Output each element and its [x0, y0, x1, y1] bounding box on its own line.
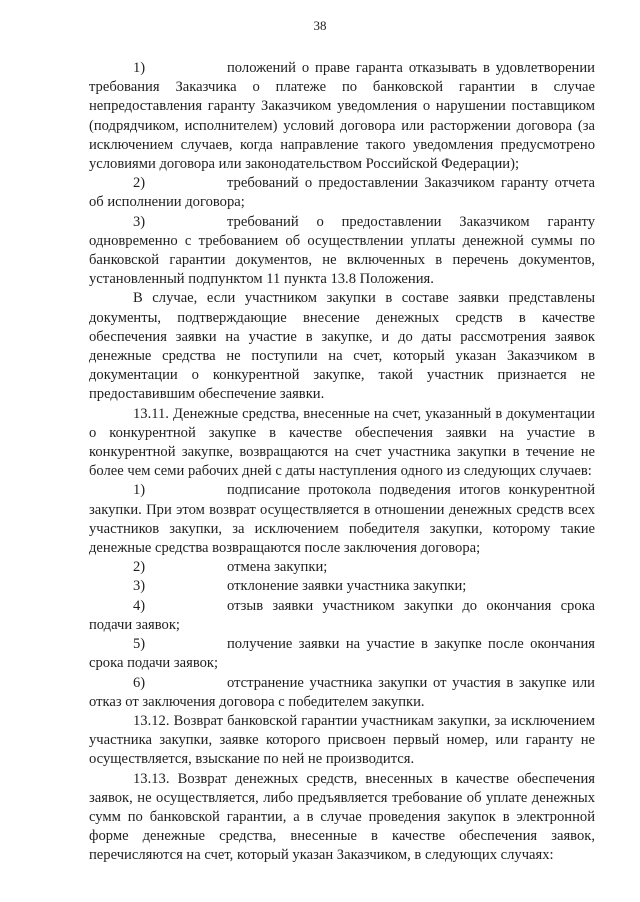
- list-item-text: отзыв заявки участником закупки до окончания срока подачи заявок;: [89, 597, 595, 633]
- list-number: 2): [133, 175, 146, 192]
- list-number: 6): [133, 674, 146, 691]
- list-number: 5): [133, 636, 146, 653]
- list-item-2: [89, 558, 595, 577]
- list-number: 3): [133, 578, 146, 595]
- list-item-text: отклонение заявки участника закупки;: [227, 578, 467, 595]
- document-body: [89, 59, 595, 866]
- list-item-text: отстранение участника закупки от участия в закупке или отказ от заключения договора с победителем закупки.: [89, 674, 595, 710]
- list-item-6: [89, 674, 595, 712]
- list-item-text: требований о предоставлении Заказчиком гаранту отчета об исполнении договора;: [89, 175, 595, 211]
- list-item-5: [89, 635, 595, 673]
- list-item-text: подписание протокола подведения итогов конкурентной закупки. При этом возврат осуществляется в отношении денежных средств всех участников закупки, за исключением победителя закупки, которому такие денежные средства возвращаются после заключения договора;: [89, 482, 595, 557]
- list-item-4: [89, 597, 595, 635]
- list-item-text: требований о предоставлении Заказчиком гаранту одновременно с требованием об осуществлении уплаты денежной суммы по банковской гарантии документов, не включенных в перечень документов, установленный подпунктом 11 пункта 13.8 Положения.: [89, 213, 595, 288]
- list-item-3: [89, 577, 595, 596]
- list-item-2: [89, 174, 595, 212]
- paragraph: В случае, если участником закупки в составе заявки представлены документы, подтверждающие внесение денежных средств в качестве обеспечения заявки на участие в закупке, и до даты рассмотрения заявок денежные средства не поступили на счет, который указан Заказчиком в документации о конкурентной закупке, такой участник признается не предоставившим обеспечение заявки.: [89, 290, 595, 403]
- paragraph-13-13: 13.13. Возврат денежных средств, внесенных в качестве обеспечения заявок, не осуществляется, либо предъявляется требование об уплате денежных сумм по банковской гарантии, а в случае проведения закупок в электронной форме денежные средства, внесенные в качестве обеспечения заявок, перечисляются на счет, который указан Заказчиком, в следующих случаях:: [89, 770, 595, 864]
- list-item-text: отмена закупки;: [227, 559, 328, 576]
- paragraph-13-12: 13.12. Возврат банковской гарантии участникам закупки, за исключением участника закупки, заявке которого присвоен первый номер, или гаранту не осуществляется, взыскание по ней не производится.: [89, 712, 595, 768]
- paragraph-13-11: 13.11. Денежные средства, внесенные на счет, указанный в документации о конкурентной закупке в качестве обеспечения заявки на участие в конкурентной закупке, возвращаются на счет участника закупки в течение не более чем семи рабочих дней с даты наступления одного из следующих случаев:: [89, 405, 595, 480]
- list-item-text: получение заявки на участие в закупке после окончания срока подачи заявок;: [89, 636, 595, 672]
- list-number: 4): [133, 597, 146, 614]
- list-number: 2): [133, 559, 146, 576]
- list-number: 1): [133, 60, 146, 76]
- list-item-3: [89, 213, 595, 290]
- list-item-1: [89, 59, 595, 174]
- list-number: 3): [133, 213, 146, 230]
- list-number: 1): [133, 482, 146, 499]
- list-item-1: [89, 481, 595, 558]
- page-number: 38: [313, 18, 327, 33]
- list-item-text: положений о праве гаранта отказывать в удовлетворении требования Заказчика о платеже по банковской гарантии в случае непредоставления гаранту Заказчиком уведомления о нарушении поставщиком (подрядчиком, исполнителем) условий договора или расторжении договора (за исключением случаев, когда направление такого уведомления предусмотрено условиями договора или законодательством Российской Федерации);: [89, 60, 595, 173]
